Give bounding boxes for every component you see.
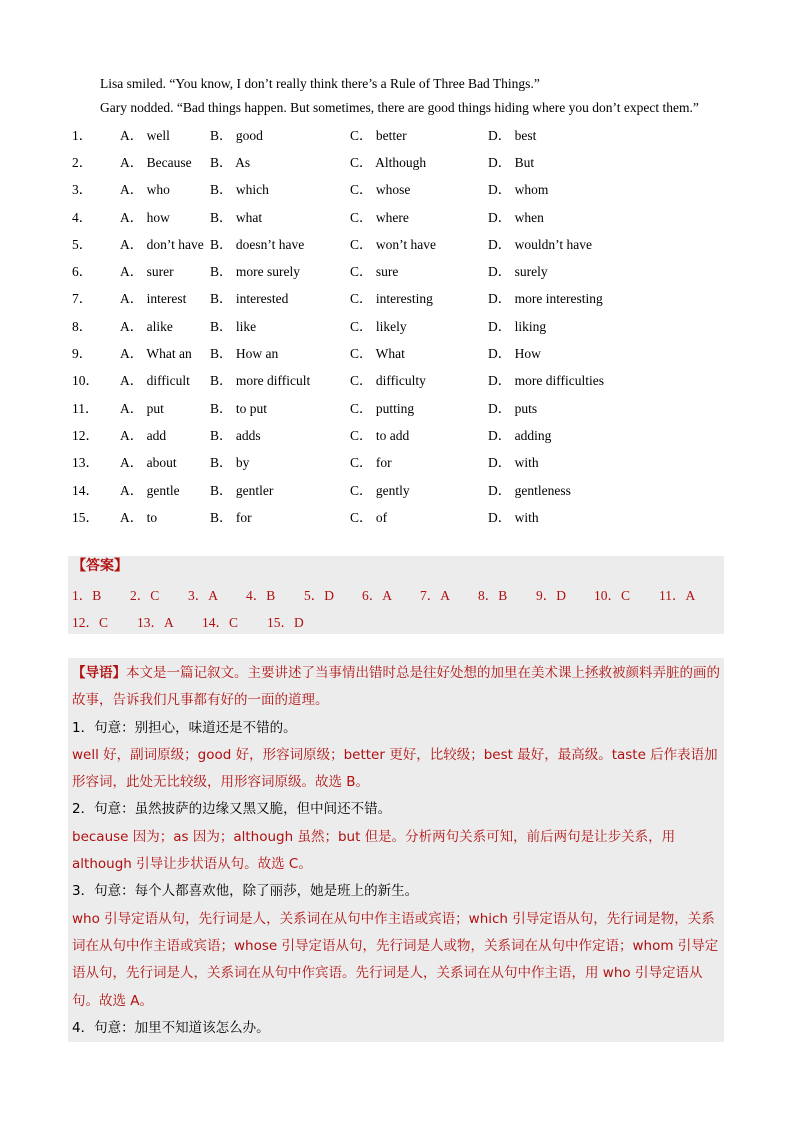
question-number: 13． [72,455,99,471]
question-number: 9． [72,346,93,362]
answer-item: 1．B [72,588,102,603]
answer-item: 14．C [202,615,239,630]
option-a: A． interest [120,291,187,307]
answer-item: 2．C [130,588,160,603]
option-c: C． gently [350,482,410,498]
answer-item: 9．D [536,588,566,603]
option-b: B． How an [210,346,279,362]
option-c: C． better [350,127,407,143]
option-a: A． What an [120,346,192,362]
answer-row-1 [72,584,724,604]
option-b: B． like [210,318,257,334]
question-number: 14． [72,482,99,498]
option-b: B． to put [210,400,268,416]
option-c: C． Although [350,154,427,170]
guide-explanation-2: because 因为；as 因为；although 虽然；but 但是。分析两句关系可知，前后两句是让步关系，用 although 引导让步状语从句。故选 C。 [72,828,676,873]
question-number: 10． [72,373,99,389]
answer-item: 5．D [304,588,334,603]
option-b: B． for [210,509,252,525]
option-b: B． by [210,455,250,471]
question-options-list [72,120,628,529]
option-d: D． more difficulties [488,373,604,389]
guide-sentence-3: 3．句意：每个人都喜欢他，除了丽莎，她是班上的新生。 [72,883,419,900]
option-c: C． difficulty [350,373,426,389]
option-b: B． good [210,127,263,143]
option-a: A． put [120,400,164,416]
option-d: D． more interesting [488,291,603,307]
answer-title: 【答案】 [72,558,128,574]
option-d: D． with [488,509,539,525]
option-a: A． add [120,427,167,443]
answer-item: 6．A [362,588,392,603]
question-number: 3． [72,182,93,198]
option-a: A． Because [120,154,192,170]
question-row [72,120,628,147]
question-row [72,502,628,529]
option-b: B． As [210,154,251,170]
guide-intro-text: 本文是一篇记叙文。主要讲述了当事情出错时总是往好处想的加里在美术课上拯救被颜料弄脏的画的故事，告诉我们凡事都有好的一面的道理。 [72,665,720,709]
question-row [72,311,628,338]
question-number: 8． [72,318,93,334]
question-number: 4． [72,209,93,225]
question-row [72,420,628,447]
option-a: A． to [120,509,158,525]
guide-explanation-1: well 好，副词原级；good 好，形容词原级；better 更好，比较级；best 最好，最高级。taste 后作表语加形容词，此处无比较级，用形容词原级。故选 B。 [72,746,718,791]
question-number: 11． [72,400,99,416]
option-b: B． interested [210,291,289,307]
option-c: C． whose [350,182,411,198]
option-b: B． more difficult [210,373,311,389]
answer-item: 10．C [594,588,631,603]
question-row [72,229,628,256]
option-b: B． doesn’t have [210,236,305,252]
guide-tag: 【导语】 [72,665,126,681]
question-number: 6． [72,264,93,280]
question-number: 12． [72,427,99,443]
guide-sentence-2: 2．句意：虽然披萨的边缘又黑又脆，但中间还不错。 [72,801,392,818]
option-a: A． gentle [120,482,180,498]
answer-item: 8．B [478,588,508,603]
option-d: D． with [488,455,539,471]
option-b: B． adds [210,427,261,443]
option-a: A． surer [120,264,174,280]
answer-row-2 [72,611,332,631]
option-b: B． gentler [210,482,274,498]
option-d: D． How [488,346,541,362]
guide-intro [72,660,724,715]
question-row [72,175,628,202]
option-a: A． how [120,209,170,225]
guide-sentence-4: 4．句意：加里不知道该怎么办。 [72,1019,270,1036]
question-number: 1． [72,127,93,143]
answer-item: 15．D [267,615,304,630]
guide-explanation-3: who 引导定语从句，先行词是人，关系词在从句中作主语或宾语；which 引导定语从句，先行词是物，关系词在从句中作主语或宾语；whose 引导定语从句，先行词是人或物，关系词在从句中作定语；whom 引导定语从句，先行词是人，关系词在从句中作宾语。先行词是人，关系词在从句中作主语，用 who 引导定语从句。故选 A。 [72,910,719,1009]
option-a: A． difficult [120,373,190,389]
option-d: D． puts [488,400,538,416]
question-number: 7． [72,291,93,307]
option-c: C． for [350,455,392,471]
option-c: C． of [350,509,388,525]
answer-item: 4．B [246,588,276,603]
option-d: D． when [488,209,544,225]
option-b: B． more surely [210,264,300,280]
question-row [72,202,628,229]
option-a: A． alike [120,318,173,334]
question-row [72,448,628,475]
option-b: B． which [210,182,269,198]
option-a: A． well [120,127,170,143]
story-passage [100,72,740,120]
option-a: A． who [120,182,170,198]
question-row [72,475,628,502]
question-row [72,366,628,393]
option-c: C． won’t have [350,236,436,252]
answer-item: 11．A [659,588,696,603]
answer-item: 13．A [137,615,174,630]
question-row [72,284,628,311]
guide-section [72,660,724,1042]
question-row [72,338,628,365]
option-d: D． liking [488,318,547,334]
question-number: 2． [72,154,93,170]
option-d: D． best [488,127,537,143]
question-row [72,147,628,174]
question-row [72,256,628,283]
option-a: A． don’t have [120,236,204,252]
story-line-1: Lisa smiled. “You know, I don’t really think there’s a Rule of Three Bad Things.” [100,76,540,91]
option-c: C． likely [350,318,407,334]
option-b: B． what [210,209,263,225]
answer-item: 12．C [72,615,109,630]
question-number: 5． [72,236,93,252]
option-d: D． whom [488,182,549,198]
option-c: C． sure [350,264,399,280]
option-a: A． about [120,455,177,471]
answer-item: 7．A [420,588,450,603]
option-c: C． interesting [350,291,433,307]
option-d: D． gentleness [488,482,571,498]
option-d: D． wouldn’t have [488,236,592,252]
option-c: C． where [350,209,409,225]
option-d: D． adding [488,427,552,443]
option-d: D． surely [488,264,548,280]
option-d: D． But [488,154,535,170]
option-c: C． to add [350,427,410,443]
story-line-2: Gary nodded. “Bad things happen. But sometimes, there are good things hiding where you don’t expect them.” [100,100,699,115]
option-c: C． What [350,346,405,362]
answer-item: 3．A [188,588,218,603]
question-number: 15． [72,509,99,525]
guide-sentence-1: 1．句意：别担心，味道还是不错的。 [72,719,297,736]
option-c: C． putting [350,400,415,416]
question-row [72,393,628,420]
